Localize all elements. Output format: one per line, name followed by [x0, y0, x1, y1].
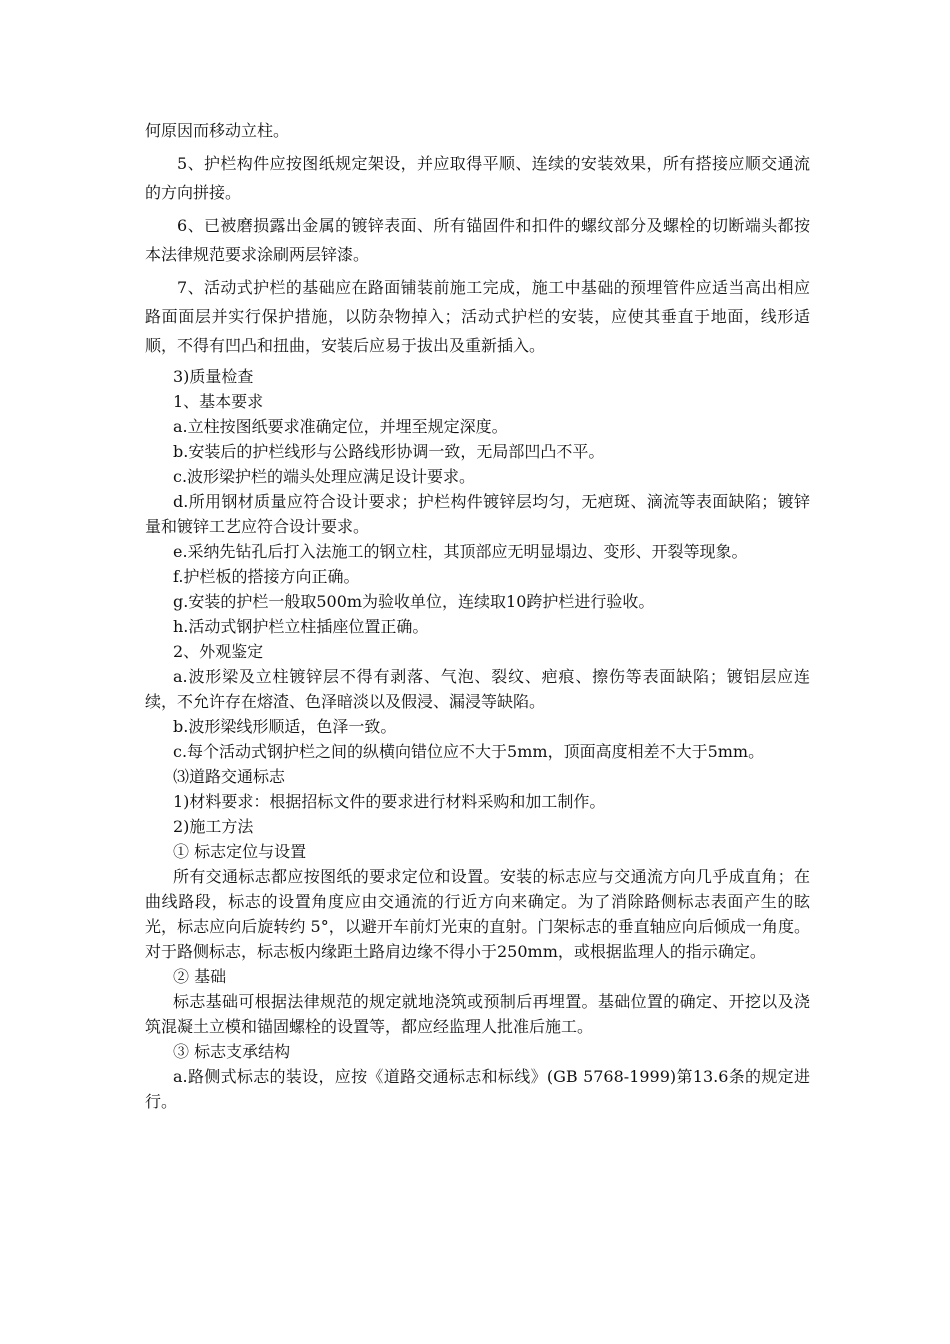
basic-requirements-heading: 1、基本要求: [173, 392, 264, 411]
basic-item-e: e.采纳先钻孔后打入法施工的钢立柱，其顶部应无明显塌边、变形、开裂等现象。: [173, 542, 748, 561]
paragraph-item-7: 7、活动式护栏的基础应在路面铺装前施工完成，施工中基础的预埋管件应适当高出相应路面面层并实行保护措施，以防杂物掉入；活动式护栏的安装，应使其垂直于地面，线形适顺，不得有凹凸和扭曲，安装后应易于拔出及重新插入。: [145, 278, 810, 355]
positioning-heading: ① 标志定位与设置: [173, 842, 307, 861]
basic-item-d: d.所用钢材质量应符合设计要求；护栏构件镀锌层均匀，无疤斑、滴流等表面缺陷；镀锌量和镀锌工艺应符合设计要求。: [145, 492, 810, 536]
support-heading: ③ 标志支承结构: [173, 1042, 291, 1061]
basic-item-f: f.护栏板的搭接方向正确。: [173, 567, 360, 586]
paragraph-item-6: 6、已被磨损露出金属的镀锌表面、所有锚固件和扣件的螺纹部分及螺栓的切断端头都按本法律规范要求涂刷两层锌漆。: [145, 216, 810, 264]
basic-item-g: g.安装的护栏一般取500m为验收单位，连续取10跨护栏进行验收。: [173, 592, 655, 611]
appearance-item-b: b.波形梁线形顺适，色泽一致。: [173, 717, 397, 736]
appearance-heading: 2、外观鉴定: [173, 642, 264, 661]
foundation-heading: ② 基础: [173, 967, 227, 986]
signs-heading: ⑶道路交通标志: [173, 767, 286, 786]
basic-item-a: a.立柱按图纸要求准确定位，并埋至规定深度。: [173, 417, 508, 436]
support-text: a.路侧式标志的装设，应按《道路交通标志和标线》(GB 5768-1999)第13.6条的规定进行。: [145, 1067, 810, 1111]
quality-heading: 3)质量检查: [173, 367, 254, 386]
signs-method-heading: 2)施工方法: [173, 817, 254, 836]
appearance-item-c: c.每个活动式钢护栏之间的纵横向错位应不大于5mm，顶面高度相差不大于5mm。: [173, 742, 765, 761]
positioning-text: 所有交通标志都应按图纸的要求定位和设置。安装的标志应与交通流方向几乎成直角；在曲线路段，标志的设置角度应由交通流的行近方向来确定。为了消除路侧标志表面产生的眩光，标志应向后旋转约 5°，以避开车前灯光束的直射。门架标志的垂直轴应向后倾成一角度。对于路侧标志，标志板内缘距土路肩边缘不得小于250mm，或根据监理人的指示确定。: [145, 867, 810, 961]
basic-item-c: c.波形梁护栏的端头处理应满足设计要求。: [173, 467, 476, 486]
basic-item-b: b.安装后的护栏线形与公路线形协调一致，无局部凹凸不平。: [173, 442, 605, 461]
appearance-item-a: a.波形梁及立柱镀锌层不得有剥落、气泡、裂纹、疤痕、擦伤等表面缺陷；镀铝层应连续，不允许存在熔渣、色泽暗淡以及假浸、漏浸等缺陷。: [145, 667, 810, 711]
paragraph-continuation: 何原因而移动立柱。: [145, 121, 290, 140]
foundation-text: 标志基础可根据法律规范的规定就地浇筑或预制后再埋置。基础位置的确定、开挖以及浇筑混凝土立模和锚固螺栓的设置等，都应经监理人批准后施工。: [145, 992, 810, 1036]
paragraph-item-5: 5、护栏构件应按图纸规定架设，并应取得平顺、连续的安装效果，所有搭接应顺交通流的方向拼接。: [145, 154, 810, 202]
document-page: [145, 116, 810, 1114]
basic-item-h: h.活动式钢护栏立柱插座位置正确。: [173, 617, 429, 636]
signs-material: 1)材料要求：根据招标文件的要求进行材料采购和加工制作。: [173, 792, 606, 811]
